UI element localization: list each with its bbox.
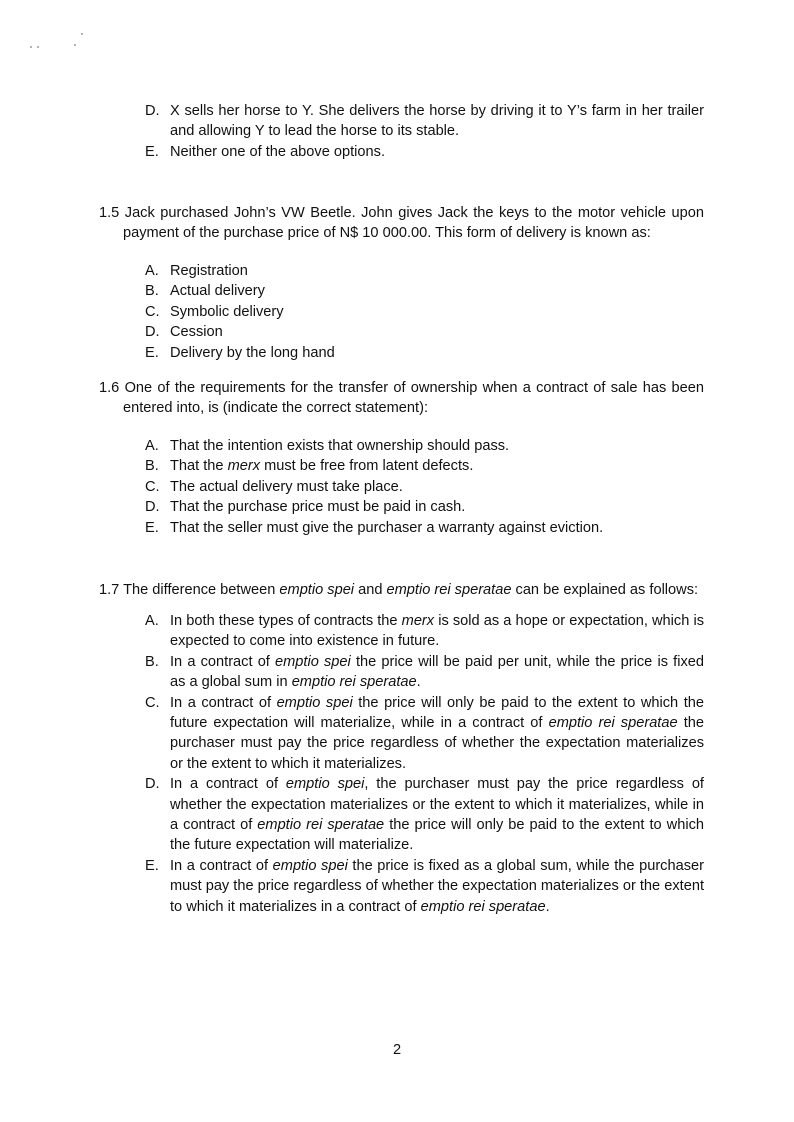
scan-speck xyxy=(81,33,83,35)
question-1-7-options xyxy=(145,611,704,917)
question-1-7 xyxy=(99,580,704,600)
option-e: E. Neither one of the above options. xyxy=(145,143,386,160)
option-d: D. In a contract of emptio spei, the purchaser must pay the price regardless of whether the expectation materializes or the extent to which it materializes, while in a contract of emptio rei speratae the price will only be paid to the extent to which the future expectation will materialize. xyxy=(145,776,704,854)
option-c: C. In a contract of emptio spei the price will only be paid to the extent to which the future expectation will materialize, while in a contract of emptio rei speratae the purchaser must pay the price regardless of whether the expectation materializes or the extent to which it materializes. xyxy=(145,694,704,772)
option-e: E. Delivery by the long hand xyxy=(145,344,335,361)
option-b: B. Actual delivery xyxy=(145,283,265,300)
scan-speck xyxy=(30,46,32,48)
option-d: D. X sells her horse to Y. She delivers the horse by driving it to Y’s farm in her trailer and allowing Y to lead the horse to its stable. xyxy=(145,103,704,140)
question-number: 1.5 xyxy=(99,205,120,221)
option-b: B. In a contract of emptio spei the price will be paid per unit, while the price is fixed as a global sum in emptio rei speratae. xyxy=(145,653,704,691)
question-1-6-options xyxy=(145,436,704,538)
question-stem: One of the requirements for the transfer of ownership when a contract of sale has been entered into, is (indicate the correct statement): xyxy=(123,380,704,417)
question-stem: The difference between emptio spei and emptio rei speratae can be explained as follows: xyxy=(123,582,699,598)
scan-speck xyxy=(74,44,76,46)
option-d: D. Cession xyxy=(145,324,223,341)
scan-speck xyxy=(37,46,39,48)
option-e: E. In a contract of emptio spei the price is fixed as a global sum, while the purchaser must pay the price regardless of whether the expectation materializes or the extent to which it materializes in a contract of emptio rei speratae. xyxy=(145,857,704,915)
option-c: C. Symbolic delivery xyxy=(145,303,284,320)
question-number: 1.6 xyxy=(99,380,120,396)
page-number: 2 xyxy=(392,1042,402,1058)
question-stem: Jack purchased John’s VW Beetle. John gives Jack the keys to the motor vehicle upon payment of the purchase price of N$ 10 000.00. This form of delivery is known as: xyxy=(123,205,704,242)
option-e: E. That the seller must give the purchaser a warranty against eviction. xyxy=(145,519,604,536)
question-1-6 xyxy=(99,378,704,419)
option-a: A. That the intention exists that ownership should pass. xyxy=(145,438,510,454)
continued-options xyxy=(145,101,704,162)
option-a: A. Registration xyxy=(145,263,248,279)
option-c: C. The actual delivery must take place. xyxy=(145,478,403,495)
option-b: B. That the merx must be free from latent defects. xyxy=(145,458,474,475)
question-1-5-options xyxy=(145,261,704,363)
question-number: 1.7 xyxy=(99,582,120,598)
option-d: D. That the purchase price must be paid in cash. xyxy=(145,499,466,516)
option-a: A. In both these types of contracts the merx is sold as a hope or expectation, which is expected to come into existence in future. xyxy=(145,613,704,650)
question-1-5 xyxy=(99,203,704,244)
